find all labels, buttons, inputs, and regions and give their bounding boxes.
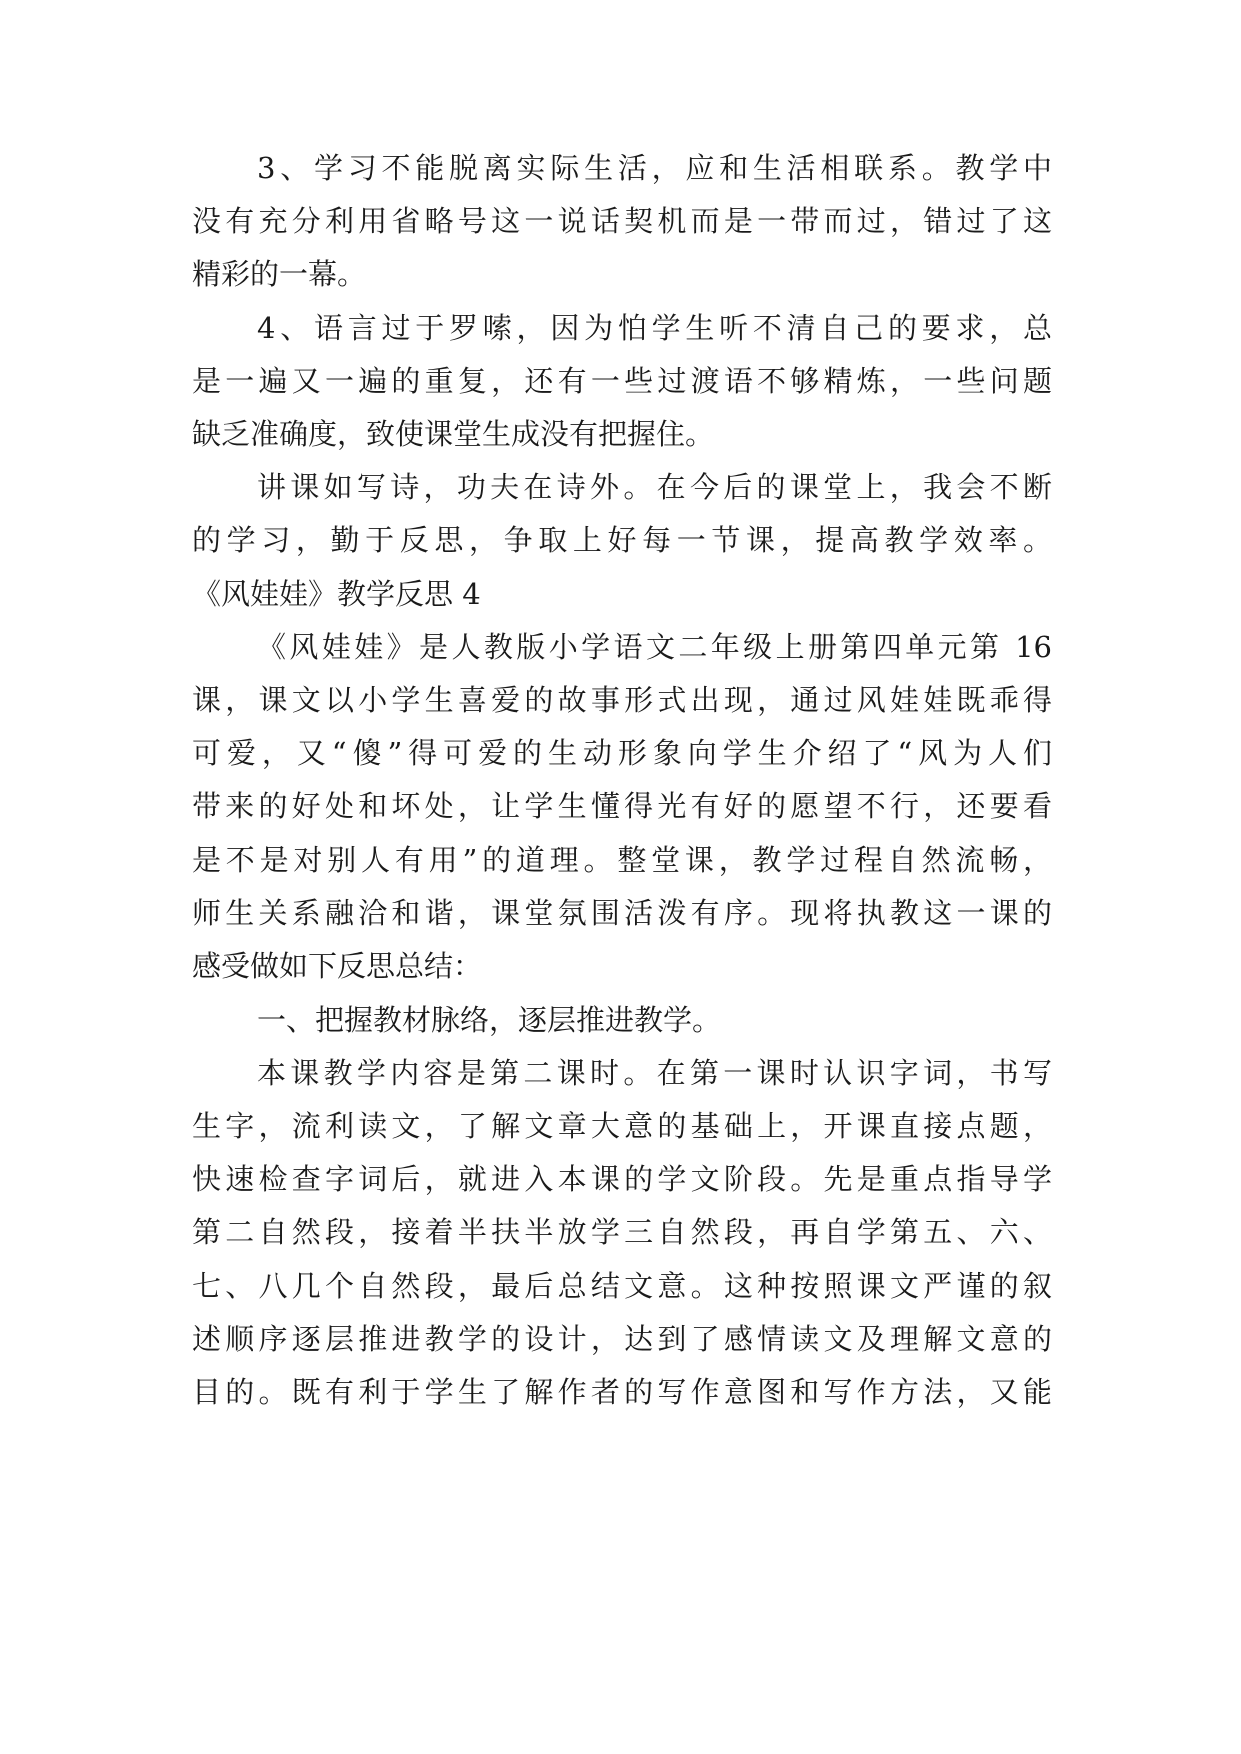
paragraph-4-line-3: 缺乏准确度，致使课堂生成没有把握住。 bbox=[192, 417, 715, 451]
intro-line-1: 《风娃娃》是人教版小学语文二年级上册第四单元第 16 bbox=[257, 630, 1052, 664]
paragraph-4-line-2: 是一遍又一遍的重复，还有一些过渡语不够精炼，一些问题 bbox=[192, 364, 1052, 398]
conclusion-line-2: 的学习，勤于反思，争取上好每一节课，提高教学效率。 bbox=[192, 523, 1052, 557]
body-line-5: 七、八几个自然段，最后总结文意。这种按照课文严谨的叙 bbox=[192, 1269, 1052, 1303]
intro-line-6: 师生关系融洽和谐，课堂氛围活泼有序。现将执教这一课的 bbox=[192, 896, 1052, 930]
intro-line-4: 带来的好处和坏处，让学生懂得光有好的愿望不行，还要看 bbox=[192, 789, 1052, 823]
section-heading: 《风娃娃》教学反思 4 bbox=[192, 577, 481, 611]
body-line-4: 第二自然段，接着半扶半放学三自然段，再自学第五、六、 bbox=[192, 1215, 1052, 1249]
intro-line-7: 感受做如下反思总结： bbox=[192, 949, 483, 983]
body-line-1: 本课教学内容是第二课时。在第一课时认识字词，书写 bbox=[257, 1056, 1052, 1090]
body-line-6: 述顺序逐层推进教学的设计，达到了感情读文及理解文意的 bbox=[192, 1322, 1052, 1356]
intro-line-5: 是不是对别人有用”的道理。整堂课，教学过程自然流畅， bbox=[192, 843, 1052, 877]
paragraph-4-line-1: 4、语言过于罗嗦，因为怕学生听不清自己的要求，总 bbox=[257, 311, 1052, 345]
intro-line-3: 可爱，又“傻”得可爱的生动形象向学生介绍了“风为人们 bbox=[192, 736, 1052, 770]
paragraph-3-line-3: 精彩的一幕。 bbox=[192, 257, 367, 291]
paragraph-3-line-1: 3、学习不能脱离实际生活，应和生活相联系。教学中 bbox=[257, 151, 1052, 185]
body-line-2: 生字，流利读文，了解文章大意的基础上，开课直接点题， bbox=[192, 1109, 1052, 1143]
body-line-7: 目的。既有利于学生了解作者的写作意图和写作方法，又能 bbox=[192, 1375, 1052, 1409]
conclusion-line-1: 讲课如写诗，功夫在诗外。在今后的课堂上，我会不断 bbox=[257, 470, 1052, 504]
paragraph-3-line-2: 没有充分利用省略号这一说话契机而是一带而过，错过了这 bbox=[192, 204, 1052, 238]
body-line-3: 快速检查字词后，就进入本课的学文阶段。先是重点指导学 bbox=[192, 1162, 1052, 1196]
subheading-one: 一、把握教材脉络，逐层推进教学。 bbox=[257, 1003, 722, 1037]
intro-line-2: 课，课文以小学生喜爱的故事形式出现，通过风娃娃既乖得 bbox=[192, 683, 1052, 717]
